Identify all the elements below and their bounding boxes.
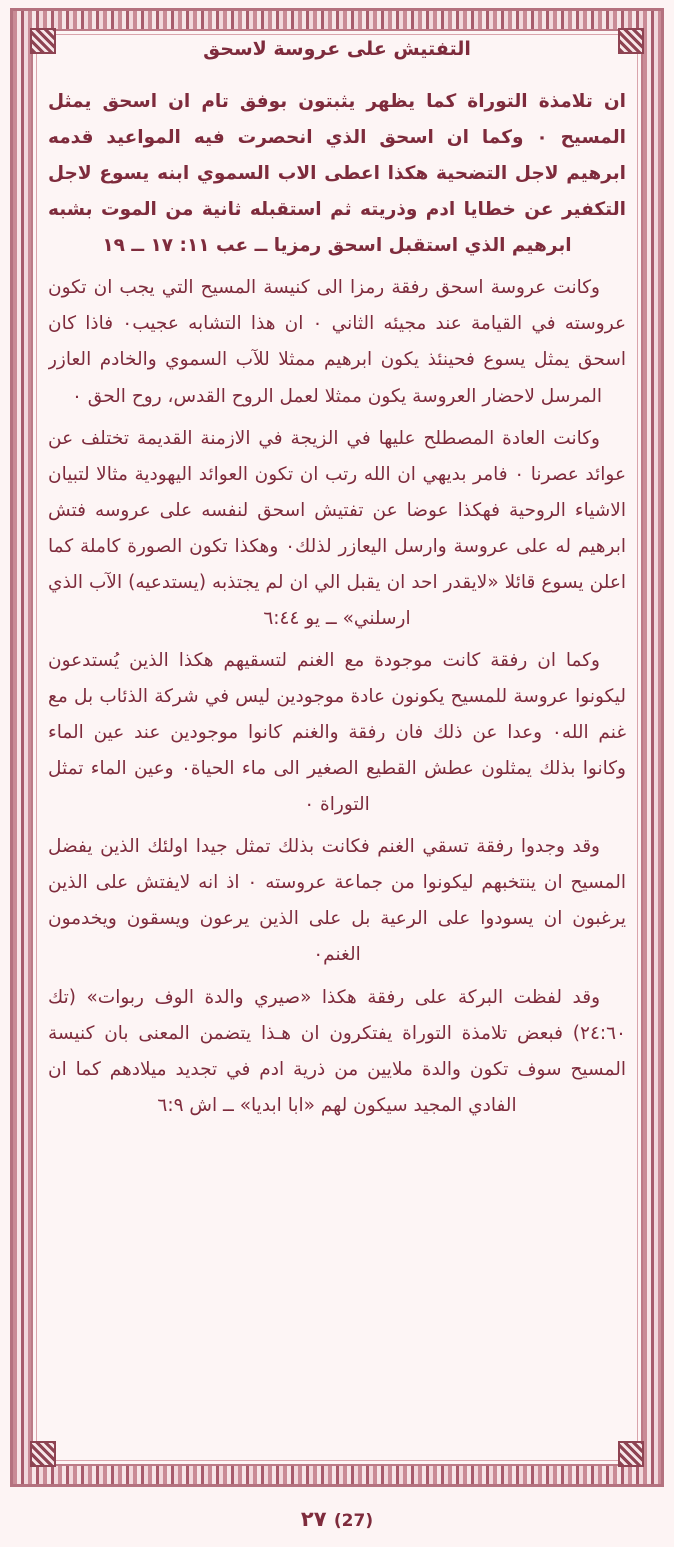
document-content bbox=[48, 38, 626, 1451]
page-number-footer bbox=[0, 1507, 674, 1531]
paragraph-1: ان تلامذة التوراة كما يظهر يثبتون بوفق تام ان اسحق يمثل المسيح ٠ وكما ان اسحق الذي انحصرت فيه المواعيد قدمه ابرهيم لاجل التضحية هكذا اعطى الاب السموي ابنه يسوع لاجل التكفير عن خطايا ادم وذريته ثم استقبله ثانية من الموت بشبه ابرهيم الذي استقبل اسحق رمزيا ــ عب ١١: ١٧ ــ ١٩ bbox=[48, 91, 626, 257]
paragraph-5: وقد وجدوا رفقة تسقي الغنم فكانت بذلك تمثل جيدا اولئك الذين يفضل المسيح ان ينتخبهم ليكونوا من جماعة عروسته ٠ اذ انه لايفتش على الذين يرغبون ان يسودوا على الرعية بل على الذين يرعون ويسقون ويخدمون الغنم٠ bbox=[48, 836, 626, 966]
paragraph-3: وكانت العادة المصطلح عليها في الزيجة في الازمنة القديمة تختلف عن عوائد عصرنا ٠ فامر بديهي ان الله رتب ان تكون العوائد اليهودية مثالا لتبيان الاشياء الروحية فهكذا عوضا عن تفتيش اسحق لنفسه على عروسه فتش ابرهيم له على عروسة وارسل اليعازر لذلك٠ وهكذا تكون الصورة كاملة كما اعلن يسوع قائلا «لايقدر احد ان يقبل الي ان لم يجتذبه (يستدعيه) الآب الذي ارسلني» ــ يو ٦:٤٤ bbox=[48, 427, 626, 629]
paragraph-4: وكما ان رفقة كانت موجودة مع الغنم لتسقيهم هكذا الذين يُستدعون ليكونوا عروسة للمسيح يكونون عادة موجودين ليس في شركة الذئاب بل مع غنم الله٠ وعدا عن ذلك فان رفقة والغنم كانوا موجودين عند عين الماء وكانوا بذلك يمثلون عطش القطيع الصغير الى ماء الحياة٠ وعين الماء تمثل التوراة ٠ bbox=[48, 649, 626, 816]
paragraph-6: وقد لفظت البركة على رفقة هكذا «صيري والدة الوف ربوات» (تك ٢٤:٦٠) فبعض تلامذة التوراة يفتكرون ان هـذا يتضمن المعنى بان كنيسة المسيح سوف تكون والدة ملايين من ذرية ادم في تجديد ميلادهم كما ان الفادي المجيد سيكون لهم «ابا ابديا» ــ اش ٦:٩ bbox=[48, 986, 626, 1116]
page-title: التفتيش على عروسة لاسحق bbox=[203, 38, 471, 60]
page-number-value: ٢٧ bbox=[300, 1507, 327, 1531]
page-number-alt: (27) bbox=[333, 1511, 374, 1531]
paragraph-2: وكانت عروسة اسحق رفقة رمزا الى كنيسة المسيح التي يجب ان تكون عروسته في القيامة عند مجيئه الثاني ٠ ان هذا التشابه عجيب٠ فاذا كان اسحق يمثل يسوع فحينئذ يكون ابرهيم ممثلا للآب السموي والخادم العازر المرسل لاحضار العروسة يكون ممثلا لعمل الروح القدس، روح الحق ٠ bbox=[48, 277, 626, 407]
